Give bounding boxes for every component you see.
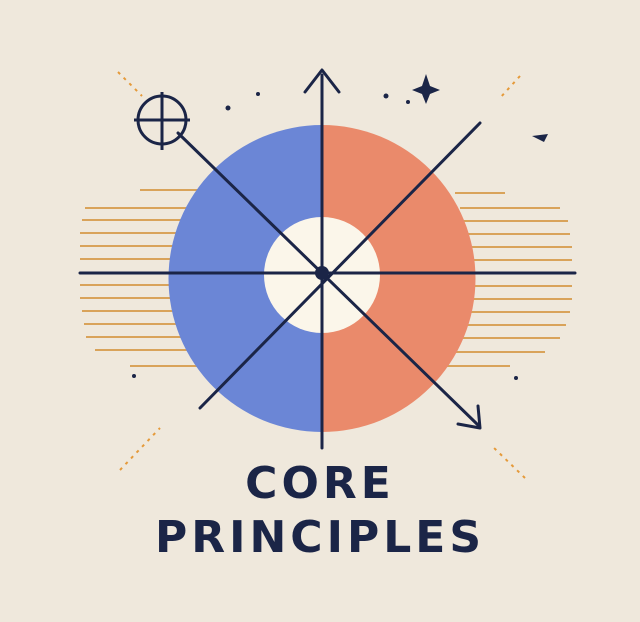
center-hub [315, 266, 329, 280]
title-line-1: CORE [245, 458, 395, 509]
sparkle-icon [412, 74, 440, 104]
title-line-2: PRINCIPLES [154, 512, 486, 563]
crosshair-icon [134, 92, 190, 150]
